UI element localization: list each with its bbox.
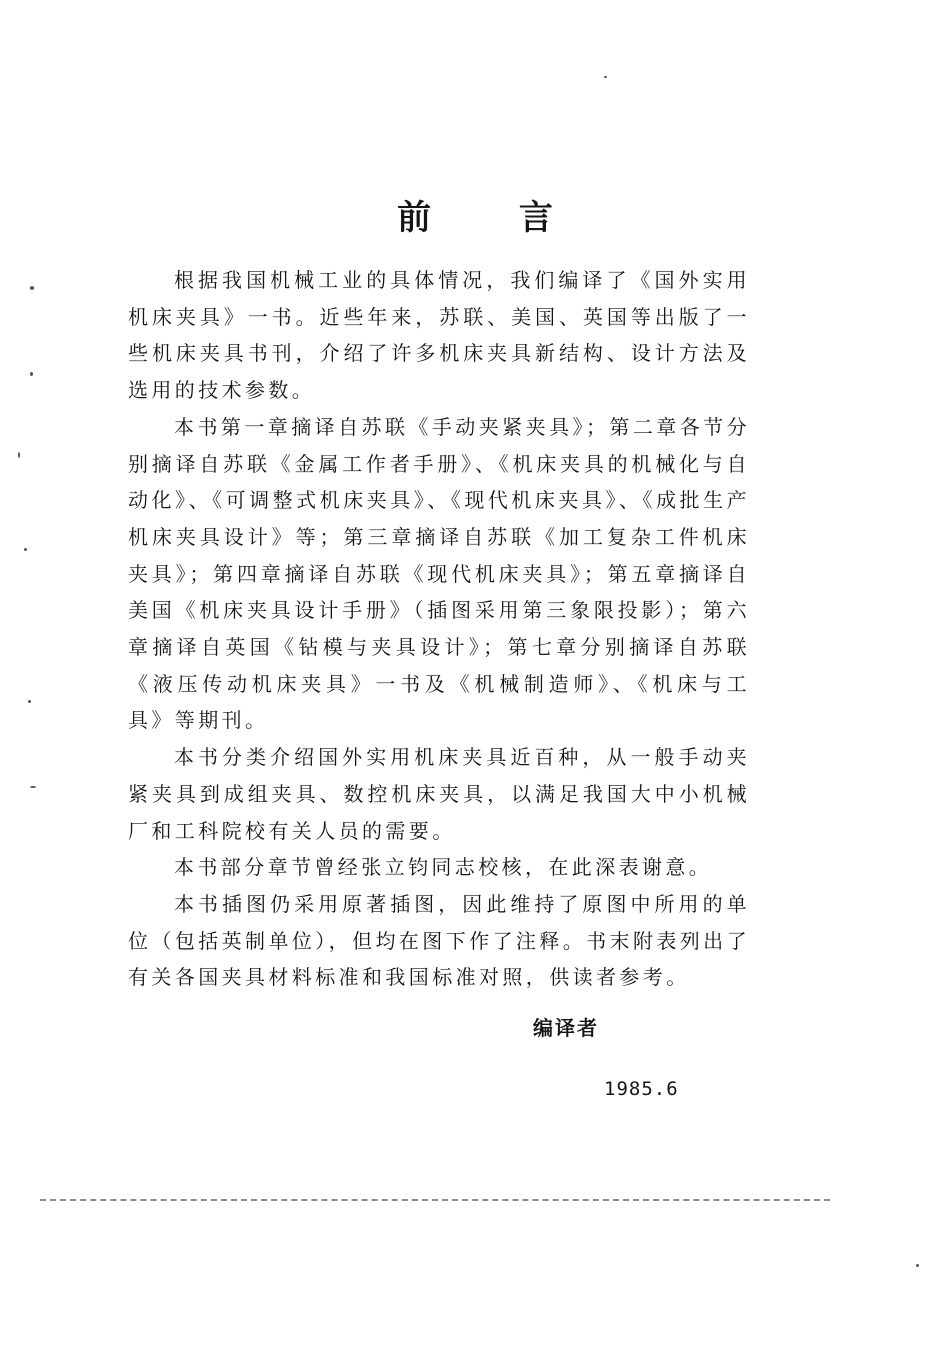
date: 1985.6 [604, 1078, 679, 1100]
paragraph: 根据我国机械工业的具体情况，我们编译了《国外实用机床夹具》一书。近些年来，苏联、美国、英国等出版了一些机床夹具书刊，介绍了许多机床夹具新结构、设计方法及选用的技术参数。 [128, 268, 750, 403]
paragraph: 本书部分章节曾经张立钧同志校核，在此深表谢意。 [174, 855, 713, 880]
bottom-divider [40, 1199, 830, 1201]
paragraph: 本书第一章摘译自苏联《手动夹紧夹具》；第二章各节分别摘译自苏联《金属工作者手册》、《机床夹具的机械化与自动化》、《可调整式机床夹具》、《现代机床夹具》、《成批生产机床夹具设计》等；第三章摘译自苏联《加工复杂工件机床夹具》；第四章摘译自苏联《现代机床夹具》；第五章摘译自美国《机床夹具设计手册》（插图采用第三象限投影）；第六章摘译自英国《钻模与夹具设计》；第七章分别摘译自苏联《液压传动机床夹具》一书及《机械制造师》、《机床与工具》等期刊。 [128, 414, 750, 733]
preface-body [128, 262, 750, 996]
scan-speck [30, 286, 34, 290]
paragraph: 本书插图仍采用原著插图，因此维持了原图中所用的单位（包括英制单位），但均在图下作了注释。书末附表列出了有关各国夹具材料标准和我国标准对照，供读者参考。 [128, 891, 750, 990]
scan-speck [916, 1264, 919, 1267]
scan-speck [18, 452, 20, 458]
page-title: 前 言 [397, 198, 591, 238]
scan-speck [28, 700, 31, 703]
paragraph: 本书分类介绍国外实用机床夹具近百种，从一般手动夹紧夹具到成组夹具、数控机床夹具，以满足我国大中小机械厂和工科院校有关人员的需要。 [128, 745, 750, 843]
scan-speck [30, 372, 33, 376]
scan-speck [24, 548, 27, 551]
scan-speck [604, 76, 607, 78]
signature: 编译者 [533, 1016, 599, 1040]
scan-speck [30, 786, 36, 788]
